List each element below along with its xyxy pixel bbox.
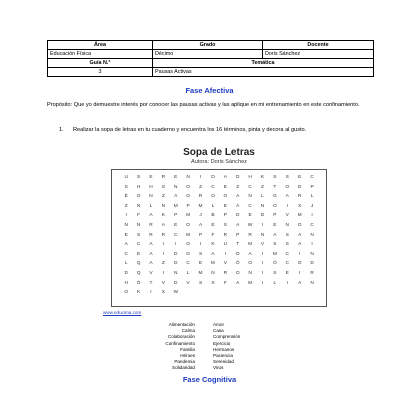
grid-letter: N — [248, 194, 252, 200]
heading-fase-cognitiva: Fase Cognitiva — [182, 375, 237, 384]
puzzle-author: Autora: Doris Sánchez — [191, 159, 247, 165]
grid-letter: V — [161, 280, 165, 286]
header-guia: Guía N.° — [48, 59, 153, 68]
grid-letter: A — [236, 194, 240, 200]
grid-letter: N — [136, 203, 141, 209]
grid-letter: A — [161, 222, 165, 228]
grid-letter: Z — [236, 184, 240, 190]
grid-letter: N — [310, 280, 314, 286]
grid-letter: Ó — [136, 280, 141, 286]
grid-letter: N — [174, 184, 178, 190]
grid-letter: R — [198, 194, 203, 200]
word-list-item: Serenidad — [213, 359, 234, 365]
grid-letter: H — [149, 184, 153, 190]
grid-letter: A — [223, 175, 227, 180]
grid-letter: O — [235, 251, 240, 257]
grid-letter: S — [285, 232, 289, 238]
grid-letter: R — [223, 270, 228, 276]
grid-letter: N — [186, 175, 190, 180]
grid-letter: O — [186, 194, 191, 200]
grid-letter: A — [149, 251, 153, 257]
grid-letter: L — [310, 194, 314, 200]
grid-letter: V — [223, 261, 227, 267]
grid-letter: E — [273, 222, 277, 228]
grid-letter: I — [261, 261, 264, 267]
grid-letter: D — [235, 175, 240, 180]
cell-area: Educación Física — [48, 50, 153, 59]
grid-letter: K — [136, 290, 141, 296]
task-item — [59, 127, 359, 135]
cell-grado: Décimo — [153, 50, 263, 59]
task-text: Realizar la sopa de letras en tu cuaderno y encuentra los 16 términos, pinta y decora al gusto. — [73, 127, 307, 133]
grid-letter: R — [149, 222, 153, 228]
grid-letter: T — [236, 242, 240, 248]
grid-letter: N — [260, 232, 265, 238]
grid-letter: E — [174, 222, 178, 228]
grid-letter: A — [149, 213, 153, 219]
grid-letter: P — [223, 213, 227, 219]
grid-letter: I — [125, 213, 127, 219]
grid-letter: J — [310, 203, 314, 209]
grid-letter: I — [286, 280, 288, 286]
word-list-item: Paciencia — [213, 353, 233, 359]
grid-letter: O — [211, 194, 215, 200]
grid-letter: C — [248, 184, 252, 190]
grid-letter: B — [211, 213, 215, 219]
grid-letter: C — [174, 232, 178, 238]
grid-letter: C — [248, 203, 252, 209]
grid-letter: F — [137, 213, 141, 219]
grid-letter: N — [136, 222, 141, 228]
grid-letter: K — [161, 213, 165, 219]
word-list-item: Confinamiento — [165, 340, 195, 346]
grid-letter: S — [285, 175, 289, 180]
grid-letter: K — [260, 175, 265, 180]
grid-letter: A — [298, 280, 302, 286]
word-list-item: Comprensión — [213, 334, 241, 340]
grid-letter: D — [211, 175, 215, 180]
grid-letter: D — [235, 213, 240, 219]
grid-letter: A — [236, 222, 240, 228]
header-grado: Grado — [153, 41, 263, 50]
grid-letter: N — [211, 270, 215, 276]
grid-letter: É — [124, 194, 128, 200]
grid-letter: A — [124, 242, 128, 248]
grid-letter: I — [286, 203, 288, 209]
grid-letter: S — [136, 232, 141, 238]
grid-letter: L — [186, 270, 190, 276]
grid-letter: Ó — [273, 261, 277, 267]
grid-letter: S — [198, 280, 203, 286]
grid-letter: D — [310, 261, 314, 267]
grid-letter: S — [124, 184, 128, 190]
grid-letter: U — [223, 242, 228, 248]
grid-letter: R — [310, 270, 314, 276]
grid-letter: Q — [136, 261, 141, 267]
grid-letter: M — [248, 280, 253, 286]
grid-letter: R — [248, 232, 252, 238]
grid-letter: M — [198, 203, 203, 209]
grid-letter: A — [285, 194, 289, 200]
grid-letter: A — [236, 280, 240, 286]
grid-letter: A — [248, 251, 252, 257]
grid-letter: L — [261, 194, 264, 200]
grid-letter: R — [161, 175, 166, 180]
grid-letter: D — [174, 261, 178, 267]
grid-letter: Z — [261, 184, 264, 190]
grid-letter: O — [273, 203, 277, 209]
grid-letter: A — [174, 194, 178, 200]
grid-letter: I — [224, 251, 226, 257]
grid-letter: Á — [236, 203, 240, 209]
grid-letter: D — [174, 251, 178, 257]
grid-letter: O — [124, 290, 129, 296]
word-list-item: Solidaridad — [172, 365, 195, 371]
grid-letter: L — [273, 280, 277, 286]
word-list-item: Ejercicio — [213, 340, 231, 346]
grid-letter: X — [161, 290, 165, 296]
grid-letter: P — [273, 213, 277, 219]
grid-letter: N — [149, 194, 153, 200]
grid-letter: V — [149, 270, 153, 276]
cell-tematica: Pausas Activas — [153, 68, 374, 77]
grid-letter: F — [223, 280, 227, 286]
grid-letter: L — [211, 203, 215, 209]
grid-letter: D — [174, 280, 178, 286]
grid-letter: O — [186, 184, 191, 190]
grid-letter: R — [297, 194, 302, 200]
grid-letter: O — [223, 194, 228, 200]
grid-letter: X — [211, 280, 215, 286]
grid-letter: K — [211, 242, 215, 248]
grid-letter: O — [248, 261, 252, 267]
grid-letter: H — [248, 175, 252, 180]
word-list-left — [120, 322, 195, 372]
word-list-item: Casa — [213, 328, 224, 334]
word-list-item: Colaboración — [167, 334, 195, 340]
grid-letter: Z — [199, 184, 202, 190]
grid-letter: I — [261, 270, 264, 276]
grid-letter: I — [162, 270, 165, 276]
grid-letter: V — [186, 280, 190, 286]
grid-letter: N — [161, 203, 166, 209]
grid-letter: H — [124, 280, 128, 286]
grid-letter: W — [247, 222, 253, 228]
grid-letter: A — [298, 242, 302, 248]
word-search-puzzle — [103, 147, 335, 315]
heading-fase-afectiva: Fase Afectiva — [185, 86, 234, 95]
grid-letter: E — [174, 175, 178, 180]
header-area: Área — [48, 41, 153, 50]
word-list-item: Pandemia — [174, 359, 195, 365]
grid-letter: A — [298, 232, 302, 238]
grid-letter: S — [136, 175, 141, 180]
grid-letter: I — [162, 251, 165, 257]
grid-letter: E — [149, 175, 153, 180]
grid-letter: A — [198, 222, 203, 228]
grid-letter: I — [199, 175, 202, 180]
word-list-item: Virus — [213, 365, 224, 371]
grid-letter: E — [198, 261, 203, 267]
grid-letter: N — [310, 251, 314, 257]
grid-letter: E — [211, 222, 215, 228]
grid-letter: S — [285, 242, 289, 248]
word-list-item: Calma — [181, 328, 195, 334]
word-list-item: Alimentación — [168, 322, 195, 327]
grid-letter: S — [161, 184, 165, 190]
grid-letter: C — [285, 261, 289, 267]
grid-letter: I — [261, 280, 264, 286]
cell-docente: Doris Sánchez — [263, 50, 374, 59]
purpose-text: Propósito: Que yo demuestre interés por conocer las pausas activas y las aplique en mi entrenamiento en este confinamiento. — [47, 102, 360, 108]
grid-letter: V — [260, 242, 265, 248]
grid-letter: E — [124, 232, 128, 238]
grid-letter: Z — [124, 203, 128, 209]
grid-letter: I — [298, 251, 301, 257]
grid-letter: S — [198, 251, 203, 257]
grid-letter: I — [175, 242, 177, 248]
grid-letter: R — [161, 232, 166, 238]
grid-letter: O — [285, 184, 290, 190]
puzzle-title: Sopa de Letras — [183, 147, 255, 158]
grid-letter: Z — [161, 261, 165, 267]
grid-letter: S — [273, 270, 277, 276]
grid-letter: C — [310, 175, 314, 180]
grid-letter: P — [236, 232, 240, 238]
grid-letter: D — [124, 270, 128, 276]
grid-letter: E — [223, 203, 227, 209]
grid-letter: M — [210, 261, 215, 267]
grid-letter: N — [310, 232, 314, 238]
grid-letter: Ó — [235, 261, 240, 267]
grid-letter: M — [297, 213, 302, 219]
grid-letter: O — [186, 222, 191, 228]
grid-letter: L — [149, 203, 153, 209]
grid-letter: J — [199, 213, 202, 219]
grid-letter: E — [285, 270, 289, 276]
header-docente: Docente — [263, 41, 374, 50]
header-tematica: Temática — [153, 59, 374, 68]
grid-letter: I — [261, 222, 264, 228]
grid-letter: E — [298, 175, 302, 180]
grid-letter: N — [285, 222, 289, 228]
grid-letter: A — [149, 261, 153, 267]
grid-letter: L — [124, 261, 128, 267]
grid-letter: M — [248, 242, 253, 248]
grid-letter: E — [223, 184, 227, 190]
grid-letter: C — [211, 184, 215, 190]
grid-letter: C — [186, 261, 190, 267]
grid-letter: N — [124, 222, 128, 228]
grid-letter: I — [261, 251, 264, 257]
grid-letter: H — [136, 184, 141, 190]
grid-letter: I — [298, 270, 301, 276]
grid-letter: D — [297, 184, 302, 190]
word-list-right — [213, 322, 293, 372]
grid-letter: C — [285, 251, 289, 257]
grid-letter: A — [211, 251, 215, 257]
grid-letter: F — [211, 232, 215, 238]
source-link[interactable]: www.educima.com — [103, 310, 142, 315]
grid-letter: P — [186, 203, 190, 209]
grid-letter: G — [273, 194, 277, 200]
grid-letter: A — [273, 232, 277, 238]
grid-letter: T — [149, 280, 153, 286]
word-list-item: Amor — [213, 322, 224, 327]
grid-letter: G — [186, 251, 191, 257]
grid-letter: U — [124, 175, 128, 180]
grid-letter: C — [310, 222, 314, 228]
grid-letter: T — [273, 184, 277, 190]
grid-letter: Z — [161, 194, 165, 200]
grid-letter: E — [248, 213, 252, 219]
grid-letter: M — [186, 232, 191, 238]
grid-letter: S — [273, 242, 277, 248]
grid-letter: O — [235, 270, 240, 276]
grid-letter: I — [162, 242, 165, 248]
grid-letter: V — [285, 213, 289, 219]
grid-letter: I — [311, 213, 313, 219]
grid-letter: N — [260, 203, 265, 209]
grid-letter: I — [199, 242, 202, 248]
puzzle-grid-box — [111, 169, 327, 307]
grid-letter: P — [198, 232, 203, 238]
grid-letter: P — [310, 184, 314, 190]
grid-letter: D — [260, 213, 265, 219]
grid-letter: I — [311, 242, 313, 248]
grid-letter: O — [297, 261, 302, 267]
grid-letter: M — [186, 213, 191, 219]
grid-letter: W — [173, 290, 179, 296]
grid-letter: S — [223, 222, 227, 228]
letter-grid — [120, 173, 318, 298]
word-list-item: Familia — [180, 346, 195, 352]
grid-letter: C — [136, 242, 141, 248]
cell-guia: 3 — [48, 68, 153, 77]
grid-letter: O — [136, 194, 141, 200]
grid-letter: S — [273, 175, 277, 180]
grid-letter: N — [174, 270, 178, 276]
grid-letter: X — [298, 203, 302, 209]
word-list-item: Hermanos — [213, 346, 235, 352]
grid-letter: Q — [136, 270, 141, 276]
grid-letter: O — [297, 222, 302, 228]
info-table — [47, 40, 374, 77]
grid-letter: E — [136, 251, 141, 257]
grid-letter: M — [173, 203, 178, 209]
task-number: 1. — [59, 127, 64, 133]
grid-letter: R — [223, 232, 228, 238]
grid-letter: A — [149, 242, 153, 248]
grid-letter: I — [150, 290, 152, 296]
grid-letter: N — [248, 270, 252, 276]
grid-letter: M — [198, 270, 203, 276]
grid-letter: M — [272, 251, 277, 257]
grid-letter: C — [124, 251, 128, 257]
word-list-item: Héroes — [180, 353, 195, 359]
grid-letter: R — [149, 232, 153, 238]
grid-letter: P — [174, 213, 178, 219]
grid-letter: O — [186, 242, 191, 248]
